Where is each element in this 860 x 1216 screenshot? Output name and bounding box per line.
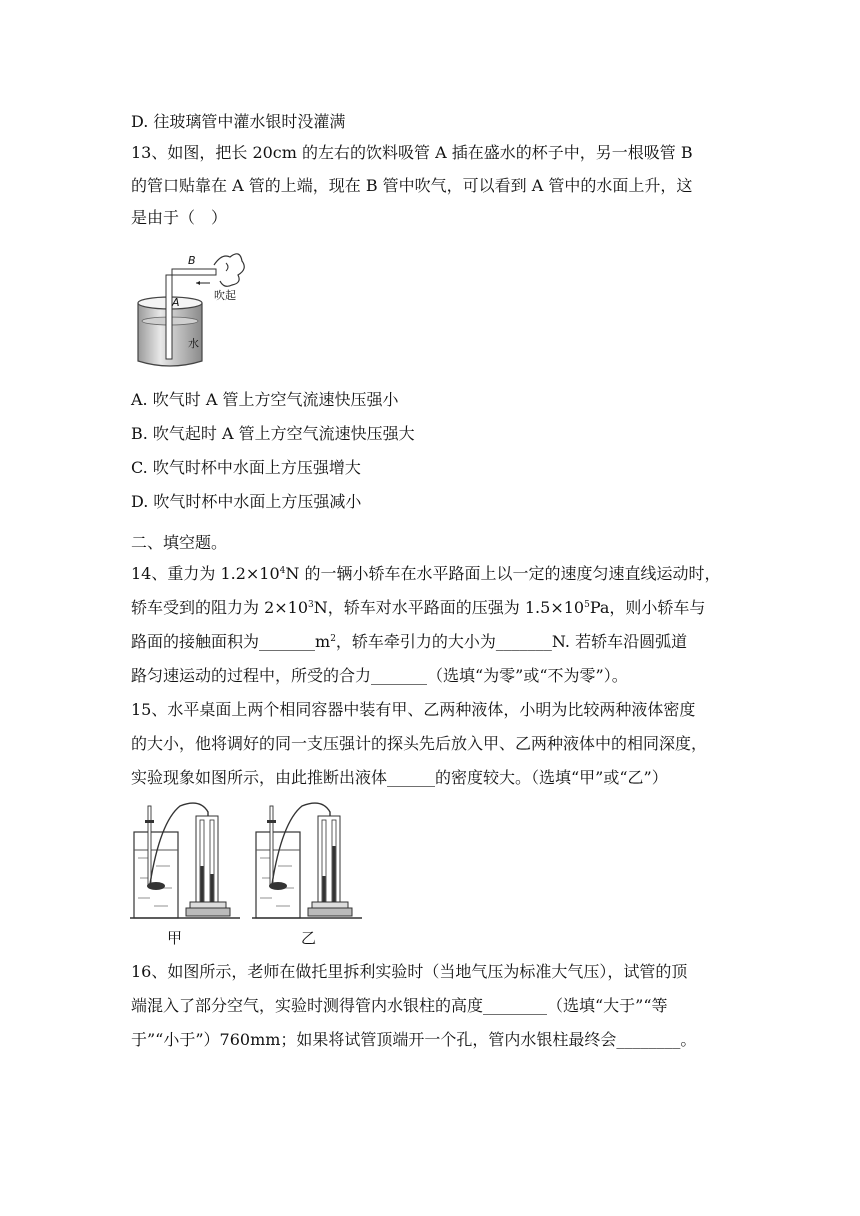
caption-jia: 甲 — [167, 929, 183, 947]
q14-line-1: 14、重力为 $1.2\times 10^4N$ 的一辆小轿车在水平路面上以一定的速度匀速直线运动时， — [131, 564, 721, 583]
label-b: B — [188, 254, 196, 267]
label-blow: 吹起 — [214, 289, 236, 302]
q13-stem-line-3: 是由于（ ） — [131, 208, 228, 227]
q13-option-b: B. 吹气起时 A 管上方空气流速快压强大 — [131, 424, 415, 443]
q15-line-3: 实验现象如图所示，由此推断出液体______的密度较大。（选填“甲”或“乙”） — [131, 768, 668, 787]
q13-stem-line-1: 13、如图，把长 20cm 的左右的饮料吸管 A 插在盛水的杯子中，另一根吸管 B — [131, 143, 693, 162]
q13-option-c: C. 吹气时杯中水面上方压强增大 — [131, 458, 361, 477]
q15-line-1: 15、水平桌面上两个相同容器中装有甲、乙两种液体，小明为比较两种液体密度 — [131, 700, 696, 719]
q16-line-2: 端混入了部分空气，实验时测得管内水银柱的高度________（选填“大于”“等 — [131, 996, 668, 1015]
label-a: A — [172, 296, 180, 309]
q14-line-3: 路面的接触面积为$\_\_\_\_\_\_\_m^2$，轿车牵引力的大小为_______N. 若轿车沿圆弧道 — [131, 632, 688, 651]
q16-line-3: 于”“小于”）760mm；如果将试管顶端开一个孔，管内水银柱最终会________。 — [131, 1030, 697, 1049]
manometer-figure-yi — [252, 802, 362, 922]
section-title: 二、填空题。 — [131, 533, 228, 552]
q13-option-a: A. 吹气时 A 管上方空气流速快压强小 — [131, 390, 399, 409]
straw-cup-figure — [130, 243, 260, 373]
label-water: 水 — [188, 337, 199, 350]
q15-line-2: 的大小，他将调好的同一支压强计的探头先后放入甲、乙两种液体中的相同深度， — [131, 734, 708, 753]
q16-line-1: 16、如图所示，老师在做托里拆利实验时（当地气压为标准大气压），试管的顶 — [131, 962, 688, 981]
caption-yi: 乙 — [301, 929, 317, 947]
q14-line-4: 路匀速运动的过程中，所受的合力_______（选填“为零”或“不为零”）。 — [131, 666, 628, 685]
q13-stem-line-2: 的管口贴靠在 A 管的上端，现在 B 管中吹气，可以看到 A 管中的水面上升，这 — [131, 176, 693, 195]
q12-option-d: D. 往玻璃管中灌水银时没灌满 — [131, 112, 346, 131]
q14-line-2: 轿车受到的阻力为 $2\times 10^3N$，轿车对水平路面的压强为 $1.5\times 10^5Pa$，则小轿车与 — [131, 598, 706, 617]
q13-option-d: D. 吹气时杯中水面上方压强减小 — [131, 492, 362, 511]
manometer-figure-jia — [130, 802, 240, 922]
